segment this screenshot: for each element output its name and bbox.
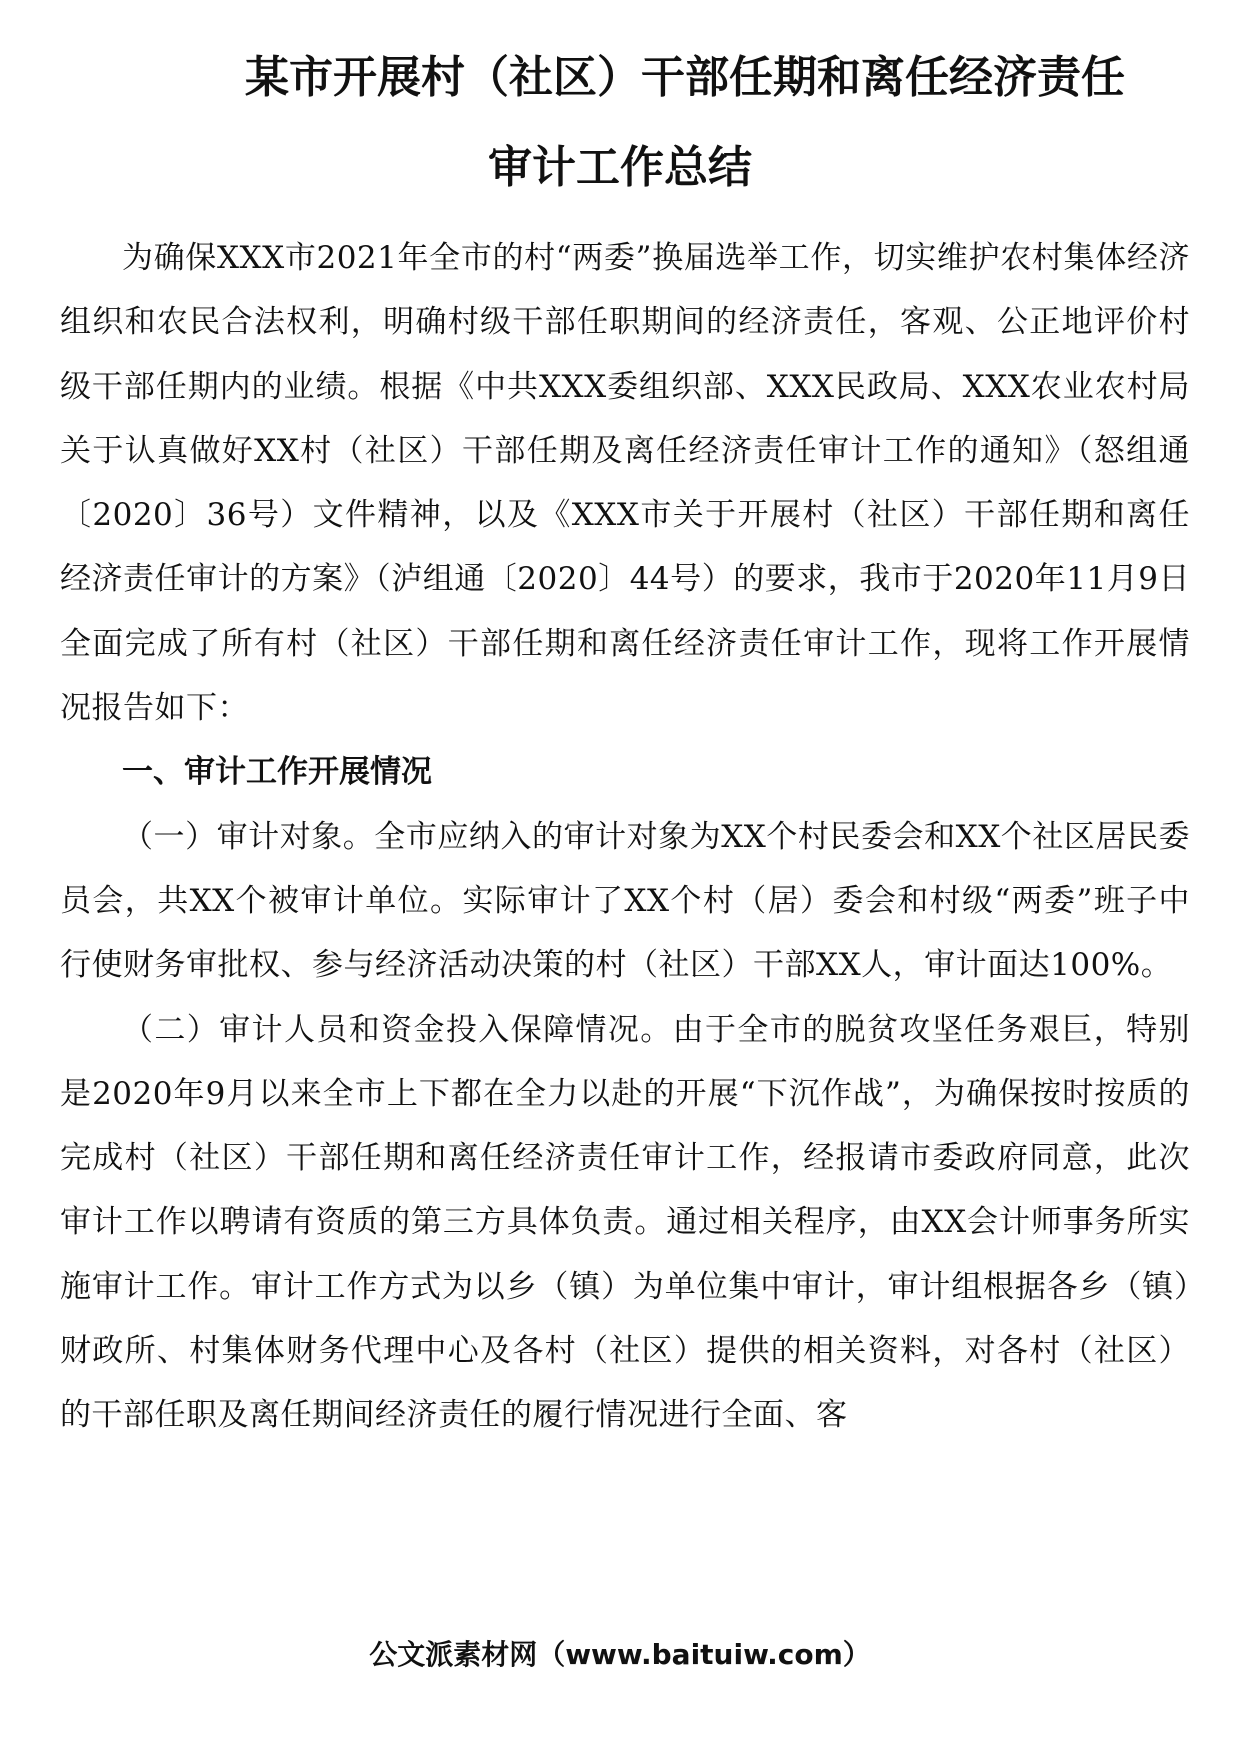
audit-target-paragraph: （一）审计对象。全市应纳入的审计对象为XX个村民委会和XX个社区居民委员会，共XX个被审计单位。实际审计了XX个村（居）委会和村级“两委”班子中行使财务审批权、参与经济活动决策的村（社区）干部XX人，审计面达100%。 — [60, 818, 1190, 984]
audit-staff-funding-paragraph: （二）审计人员和资金投入保障情况。由于全市的脱贫攻坚任务艰巨，特别是2020年9月以来全市上下都在全力以赴的开展“下沉作战”，为确保按时按质的完成村（社区）干部任期和离任经济责任审计工作，经报请市委政府同意，此次审计工作以聘请有资质的第三方具体负责。通过相关程序，由XX会计师事务所实施审计工作。审计工作方式为以乡（镇）为单位集中审计，审计组根据各乡（镇）财政所、村集体财务代理中心及各村（社区）提供的相关资料，对各村（社区）的干部任职及离任期间经济责任的履行情况进行全面、客 — [60, 1011, 1190, 1434]
document-body — [60, 226, 1190, 1448]
section-heading-1: 一、审计工作开展情况 — [122, 754, 432, 791]
intro-paragraph: 为确保XXX市2021年全市的村“两委”换届选举工作，切实维护农村集体经济组织和农民合法权利，明确村级干部任职期间的经济责任，客观、公正地评价村级干部任期内的业绩。根据《中共XXX委组织部、XXX民政局、XXX农业农村局关于认真做好XX村（社区）干部任期及离任经济责任审计工作的通知》（怒组通〔2020〕36号）文件精神，以及《XXX市关于开展村（社区）干部任期和离任经济责任审计的方案》（泸组通〔2020〕44号）的要求，我市于2020年11月9日全面完成了所有村（社区）干部任期和离任经济责任审计工作，现将工作开展情况报告如下： — [60, 240, 1190, 727]
document-title-line-2: 审计工作总结 — [488, 142, 752, 193]
document-title-line-1: 某市开展村（社区）干部任期和离任经济责任 — [245, 52, 1125, 103]
footer-source: 公文派素材网（www.baituiw.com） — [369, 1638, 871, 1671]
